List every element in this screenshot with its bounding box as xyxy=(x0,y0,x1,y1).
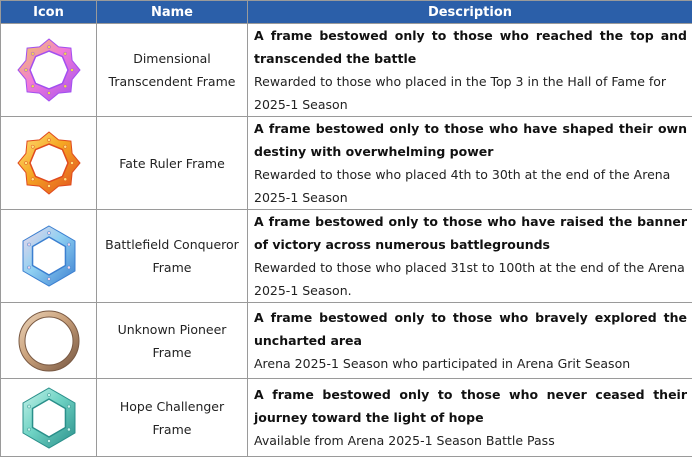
frame-description xyxy=(248,117,692,210)
frame-gem xyxy=(67,427,70,430)
table-row xyxy=(1,117,692,210)
frame-gem xyxy=(47,231,50,234)
icon-cell xyxy=(1,379,97,457)
icon-cell xyxy=(1,210,97,303)
frame-inner xyxy=(30,144,68,182)
frame-name: Battlefield Conqueror Frame xyxy=(97,210,248,303)
description-title: A frame bestowed only to those who bravely explored the uncharted area xyxy=(254,310,687,348)
frame-name: Dimensional Transcendent Frame xyxy=(97,24,248,117)
frame-gem xyxy=(27,243,30,246)
table-row xyxy=(1,24,692,117)
frame-gem xyxy=(47,184,50,187)
description-title: A frame bestowed only to those who have shaped their own destiny with overwhelming power xyxy=(254,121,687,159)
frame-gem xyxy=(67,404,70,407)
header-row xyxy=(1,1,692,24)
frame-gem xyxy=(31,85,34,88)
header-name: Name xyxy=(97,1,248,24)
description-text: Rewarded to those who placed 4th to 30th at the end of the Arena 2025-1 Season xyxy=(254,167,671,205)
frame-gem xyxy=(70,68,73,71)
frame-gem xyxy=(27,427,30,430)
frame-gem xyxy=(67,266,70,269)
frame-gem xyxy=(63,145,66,148)
frame-ring xyxy=(22,314,76,368)
frame-description xyxy=(248,303,692,379)
hope-challenger-frame-icon xyxy=(17,386,81,450)
frame-gem xyxy=(47,277,50,280)
icon-cell xyxy=(1,24,97,117)
frame-description xyxy=(248,24,692,117)
description-text: Available from Arena 2025-1 Season Battle Pass xyxy=(254,433,555,448)
frame-name: Unknown Pioneer Frame xyxy=(97,303,248,379)
icon-cell xyxy=(1,303,97,379)
frame-name: Fate Ruler Frame xyxy=(97,117,248,210)
description-title: A frame bestowed only to those who never ceased their journey toward the light of hope xyxy=(254,387,687,425)
header-description: Description xyxy=(248,1,692,24)
frame-gem xyxy=(47,91,50,94)
description-text: Rewarded to those who placed 31st to 100th at the end of the Arena 2025-1 Season. xyxy=(254,260,685,298)
battlefield-conqueror-frame-icon xyxy=(17,224,81,288)
frame-gem xyxy=(47,138,50,141)
frame-gem xyxy=(63,178,66,181)
table-row xyxy=(1,379,692,457)
frame-gem xyxy=(47,393,50,396)
table-row xyxy=(1,303,692,379)
description-text: Rewarded to those who placed in the Top 3 in the Hall of Fame for 2025-1 Season xyxy=(254,74,667,112)
frame-gem xyxy=(27,266,30,269)
frame-gem xyxy=(67,243,70,246)
frame-description xyxy=(248,379,692,457)
frame-gem xyxy=(24,161,27,164)
header-icon: Icon xyxy=(1,1,97,24)
fate-ruler-frame-icon xyxy=(17,131,81,195)
frame-gem xyxy=(31,178,34,181)
frame-gem xyxy=(47,45,50,48)
frame-gem xyxy=(31,52,34,55)
frame-gem xyxy=(63,85,66,88)
description-title: A frame bestowed only to those who have raised the banner of victory across numerous battlegrounds xyxy=(254,214,687,252)
frame-description xyxy=(248,210,692,303)
frame-gem xyxy=(47,439,50,442)
frame-gem xyxy=(24,68,27,71)
frame-gem xyxy=(70,161,73,164)
frame-name: Hope Challenger Frame xyxy=(97,379,248,457)
frame-gem xyxy=(27,404,30,407)
frame-gem xyxy=(63,52,66,55)
frame-gem xyxy=(31,145,34,148)
unknown-pioneer-frame-icon xyxy=(17,309,81,373)
table-row xyxy=(1,210,692,303)
icon-cell xyxy=(1,117,97,210)
frame-inner xyxy=(30,51,68,89)
dimensional-transcendent-frame-icon xyxy=(17,38,81,102)
description-text: Arena 2025-1 Season who participated in Arena Grit Season xyxy=(254,356,631,371)
description-title: A frame bestowed only to those who reached the top and transcended the battle xyxy=(254,28,687,66)
